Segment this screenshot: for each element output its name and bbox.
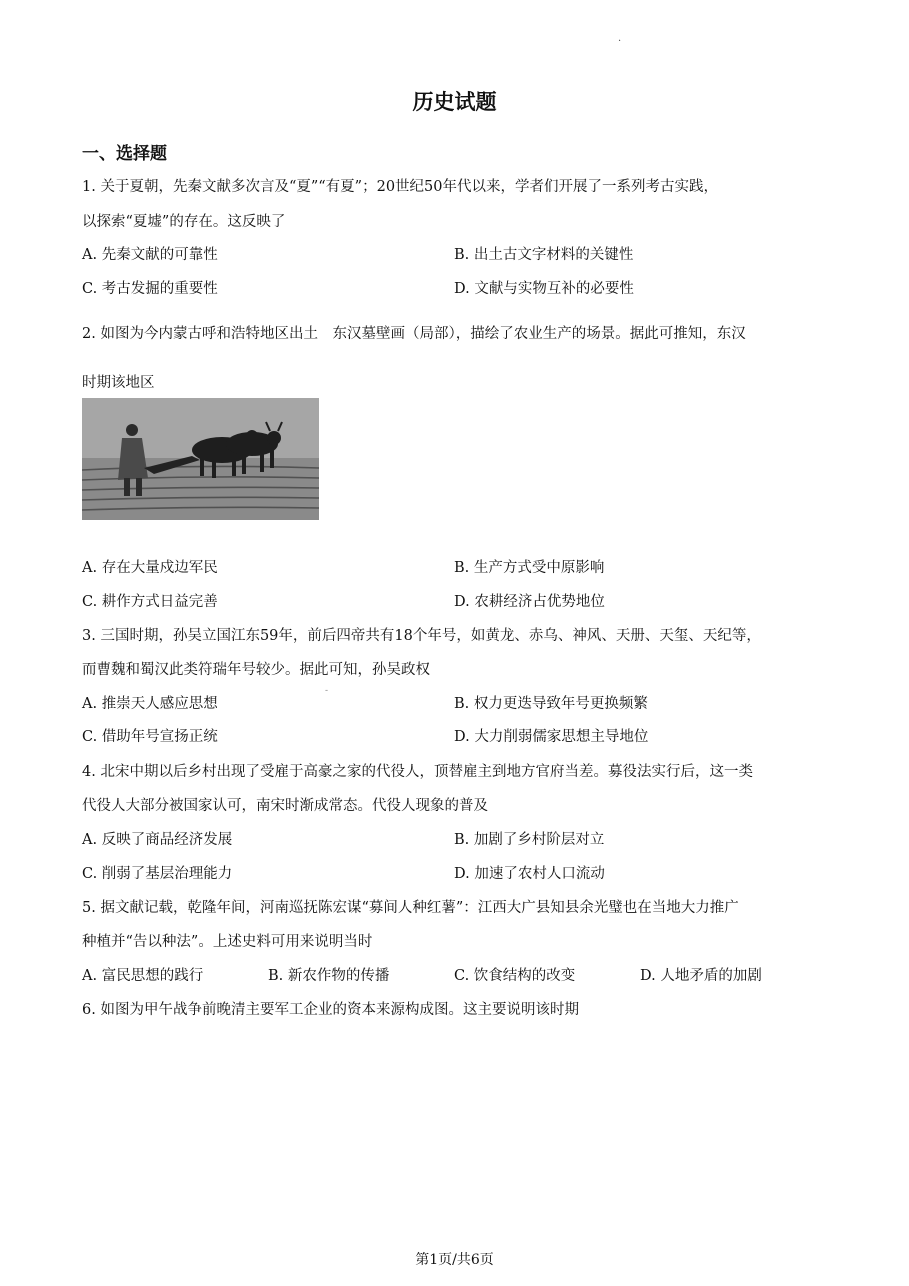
question-5-option-d: D. 人地矛盾的加剧 xyxy=(640,968,762,984)
page-dot: · xyxy=(618,36,622,47)
question-1-option-d: D. 文献与实物互补的必要性 xyxy=(454,281,634,297)
question-1-option-c: C. 考古发掘的重要性 xyxy=(82,281,218,297)
page-footer: 第1页/共6页 xyxy=(415,1252,494,1268)
question-3-line-2: 而曹魏和蜀汉此类符瑞年号较少。据此可知，孙吴政权 xyxy=(82,662,430,678)
section-heading: 一、选择题 xyxy=(82,144,167,164)
question-4-line-2: 代役人大部分被国家认可，南宋时渐成常态。代役人现象的普及 xyxy=(82,798,488,814)
question-4-line-1: 4. 北宋中期以后乡村出现了受雇于高豪之家的代役人，顶替雇主到地方官府当差。募役法实行后，这一类 xyxy=(82,764,753,780)
question-1-line-2: 以探索“夏墟”的存在。这反映了 xyxy=(82,214,286,230)
question-2-option-d: D. 农耕经济占优势地位 xyxy=(454,594,605,610)
question-5-line-1: 5. 据文献记载，乾隆年间，河南巡抚陈宏谋“募间人种红薯”：江西大广县知县余光璧也在当地大力推广 xyxy=(82,900,739,916)
question-3-option-c: C. 借助年号宣扬正统 xyxy=(82,729,218,745)
question-3-line-1: 3. 三国时期，孙吴立国江东59年，前后四帝共有18个年号，如黄龙、赤乌、神风、天册、天玺、天纪等， xyxy=(82,628,761,644)
question-3-option-b: B. 权力更迭导致年号更换频繁 xyxy=(454,696,648,712)
question-2-option-b: B. 生产方式受中原影响 xyxy=(454,560,605,576)
question-2-line-1: 2. 如图为今内蒙古呼和浩特地区出土 东汉墓壁画（局部），描绘了农业生产的场景。据此可推知，东汉 xyxy=(82,326,746,342)
question-1-option-b: B. 出土古文字材料的关键性 xyxy=(454,247,634,263)
question-2-option-c: C. 耕作方式日益完善 xyxy=(82,594,218,610)
stray-mark: - xyxy=(325,686,329,696)
question-3-option-d: D. 大力削弱儒家思想主导地位 xyxy=(454,729,649,745)
question-5-option-a: A. 富民思想的践行 xyxy=(82,968,204,984)
question-5-line-2: 种植并“告以种法”。上述史料可用来说明当时 xyxy=(82,934,373,950)
question-4-option-a: A. 反映了商品经济发展 xyxy=(82,832,233,848)
question-2-line-2: 时期该地区 xyxy=(82,375,155,391)
question-4-option-d: D. 加速了农村人口流动 xyxy=(454,866,605,882)
page-title: 历史试题 xyxy=(412,90,497,114)
question-4-option-c: C. 削弱了基层治理能力 xyxy=(82,866,233,882)
question-5-option-c: C. 饮食结构的改变 xyxy=(454,968,576,984)
question-1-option-a: A. 先秦文献的可靠性 xyxy=(82,247,218,263)
question-1-line-1: 1. 关于夏朝，先秦文献多次言及“夏”“有夏”；20世纪50年代以来，学者们开展了一系列考古实践， xyxy=(82,179,718,195)
tomb-mural-image xyxy=(82,398,319,520)
question-4-option-b: B. 加剧了乡村阶层对立 xyxy=(454,832,605,848)
question-3-option-a: A. 推崇天人感应思想 xyxy=(82,696,218,712)
question-2-option-a: A. 存在大量戍边军民 xyxy=(82,560,218,576)
question-5-option-b: B. 新农作物的传播 xyxy=(268,968,390,984)
question-6-line-1: 6. 如图为甲午战争前晚清主要军工企业的资本来源构成图。这主要说明该时期 xyxy=(82,1002,579,1018)
